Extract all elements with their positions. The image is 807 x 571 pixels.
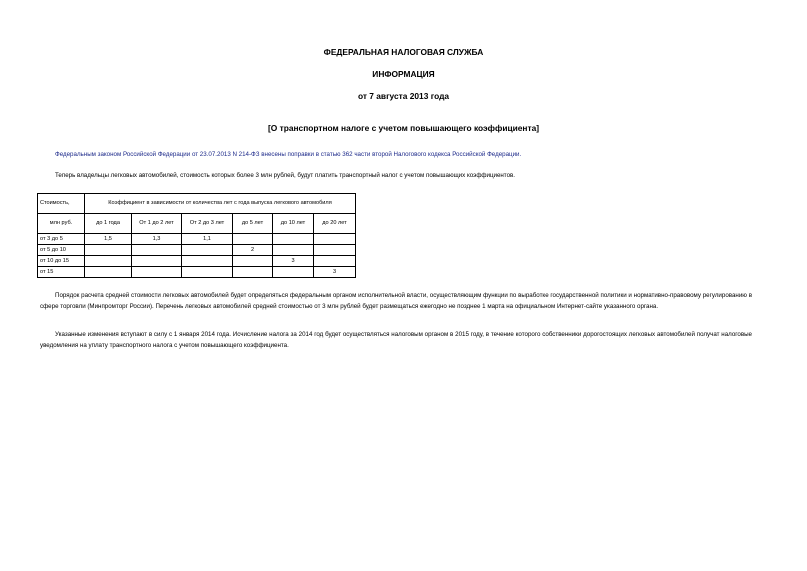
effective-date-paragraph: Указанные изменения вступают в силу с 1 января 2014 года. Исчисление налога за 2014 год будет осуществляться налоговым органом в 2015 году, в течение которого собственники дорогостоящих легковых автомобилей получат налоговые уведомления на уплату транспортного налога с учетом повышающего коэффициента. <box>40 331 752 349</box>
table-cell <box>132 267 182 278</box>
column-header: до 1 года <box>85 214 132 234</box>
table-cell <box>314 245 356 256</box>
calculation-paragraph: Порядок расчета средней стоимости легковых автомобилей будет определяться федеральным органом исполнительной власти, осуществляющим функции по выработке государственной политики и нормативно-правовому регулированию в сфере торговли (Минпромторг России). Перечень легковых автомобилей средней стоимостью от 3 млн рублей будет размещаться ежегодно не позднее 1 марта на официальном Интернет-сайте указанного органа. <box>40 292 752 310</box>
table-cell <box>182 256 233 267</box>
federal-law-link[interactable]: Федеральным законом Российской Федерации от 23.07.2013 N 214-ФЗ <box>55 151 260 158</box>
table-cell: 1,1 <box>182 234 233 245</box>
table-cell: 3 <box>273 256 314 267</box>
table-row <box>38 234 356 245</box>
table-cell <box>85 256 132 267</box>
table-cell <box>314 256 356 267</box>
coefficient-header: Коэффициент в зависимости от количества лет с года выпуска легкового автомобиля <box>85 194 356 214</box>
table-cell <box>132 256 182 267</box>
row-cost: от 5 до 10 <box>38 245 85 256</box>
table-cell <box>132 245 182 256</box>
table-row <box>38 267 356 278</box>
tax-code-link[interactable]: статью 362 части второй Налогового кодекса Российской Федерации <box>320 151 520 158</box>
table-cell <box>273 245 314 256</box>
intro-text-end: . <box>519 151 522 158</box>
table-cell <box>85 245 132 256</box>
table-cell <box>314 234 356 245</box>
table-cell: 1,5 <box>85 234 132 245</box>
table-cell <box>182 245 233 256</box>
column-header: От 2 до 3 лет <box>182 214 233 234</box>
row-cost: от 15 <box>38 267 85 278</box>
table-cell <box>273 234 314 245</box>
table-row <box>38 256 356 267</box>
document-subject: [О транспортном налоге с учетом повышающего коэффициента] <box>267 123 540 133</box>
table-cell <box>273 267 314 278</box>
table-cell: 2 <box>233 245 273 256</box>
cost-header-unit: млн руб. <box>38 214 85 234</box>
table-cell: 1,3 <box>132 234 182 245</box>
intro-text-mid: внесены поправки в <box>259 151 321 158</box>
column-header: до 20 лет <box>314 214 356 234</box>
agency-title: ФЕДЕРАЛЬНАЯ НАЛОГОВАЯ СЛУЖБА <box>323 47 484 57</box>
document-type: ИНФОРМАЦИЯ <box>372 69 435 79</box>
column-header: до 5 лет <box>233 214 273 234</box>
column-header: до 10 лет <box>273 214 314 234</box>
table-cell <box>233 256 273 267</box>
cost-header-top: Стоимость, <box>38 194 85 214</box>
row-cost: от 3 до 5 <box>38 234 85 245</box>
coefficient-table <box>37 193 356 278</box>
owners-paragraph: Теперь владельцы легковых автомобилей, стоимость которых более 3 млн рублей, будут платить транспортный налог с учетом повышающих коэффициентов. <box>55 172 516 179</box>
table-cell <box>85 267 132 278</box>
table-cell: 3 <box>314 267 356 278</box>
table-cell <box>182 267 233 278</box>
table-cell <box>233 267 273 278</box>
document-date: от 7 августа 2013 года <box>357 91 450 101</box>
row-cost: от 10 до 15 <box>38 256 85 267</box>
intro-paragraph <box>55 150 521 161</box>
table-cell <box>233 234 273 245</box>
table-row <box>38 245 356 256</box>
column-header: От 1 до 2 лет <box>132 214 182 234</box>
